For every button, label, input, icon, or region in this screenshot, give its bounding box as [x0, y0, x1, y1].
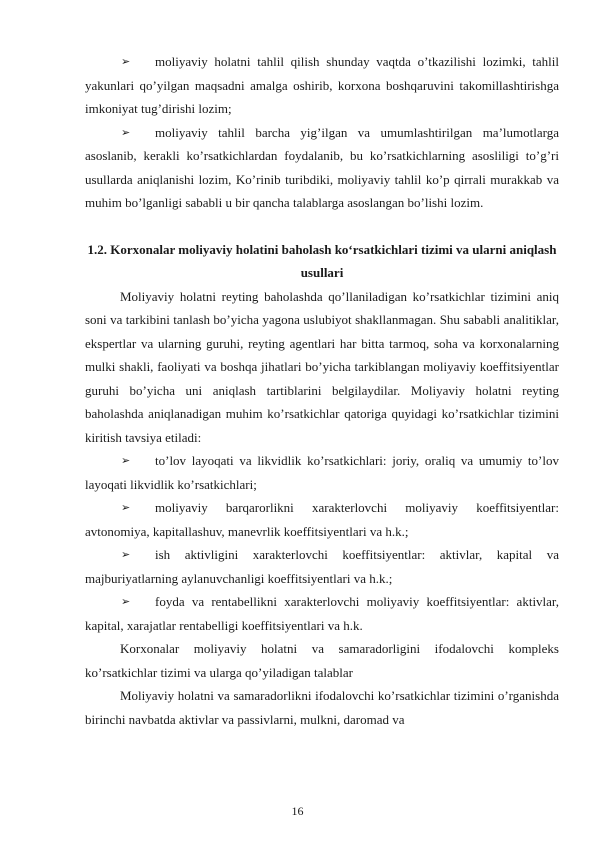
arrow-bullet-icon: ➢ — [121, 595, 131, 608]
bullet-text: foyda va rentabellikni xarakterlovchi moliyaviy koeffitsiyentlar: aktivlar, kapital, xarajatlar rentabelligi koeffitsiyentlari va h.k. — [85, 594, 559, 633]
intro-paragraph: Moliyaviy holatni reyting baholashda qo’llaniladigan ko’rsatkichlar tizimini aniq soni va tarkibini tanlash bo’yicha yagona uslubiyot shakllanmagan. Shu sababli analitiklar, ekspertlar va ularning guruhi, reyting agentlari har bitta tarmoq, soha va korxonalarning mulki shakli, faoliyati va boshqa jihatlari bo’yicha tarkiblangan moliyaviy koeffitsiyentlar guruhi bo’yicha uni aniqlash tartiblarini belgilaydilar. Moliyaviy holatni reyting baholashda aniqlanadigan muhim ko’rsatkichlar qatoriga quyidagi ko’rsatkichlar tizimini kiritish tavsiya etiladi: — [85, 288, 559, 445]
bullet-text: moliyaviy barqarorlikni xarakterlovchi moliyaviy koeffitsiyentlar: avtonomiya, kapitallashuv, manevrlik koeffitsiyentlari va h.k.; — [85, 500, 559, 539]
bullet-text: moliyaviy holatni tahlil qilish shunday vaqtda o’tkazilishi lozimki, tahlil yakunlari qo’yilgan maqsadni amalga oshirib, korxona boshqaruvini takomillashtirishga imkoniyat tug’dirishi lozim; — [85, 54, 559, 116]
page-number: 16 — [291, 804, 304, 818]
arrow-bullet-icon: ➢ — [121, 55, 131, 68]
bullet-item — [85, 121, 559, 215]
bullet-item — [85, 496, 559, 543]
spacer — [85, 215, 559, 238]
bullet-item — [85, 50, 559, 121]
body-paragraph: Moliyaviy holatni va samaradorlikni ifodalovchi ko’rsatkichlar tizimini o’rganishda birinchi navbatda aktivlar va passivlarni, mulkni, daromad va — [85, 688, 559, 727]
document-page — [85, 50, 559, 731]
bullet-text: moliyaviy tahlil barcha yig’ilgan va umumlashtirilgan ma’lumotlarga asoslanib, kerakli ko’rsatkichlardan foydalanib, bu ko’rsatkichlarning asosliligi to’g’ri usullarda aniqlanishi lozim, Ko’rinib turibdiki, moliyaviy tahlil ko’p qirrali murakkab va muhim bo’lganligi sababli u bir qancha talablarga asoslangan bo’lishi lozim. — [85, 124, 559, 210]
bullet-item — [85, 543, 559, 590]
bullet-item — [85, 590, 559, 637]
section-heading: 1.2. Korxonalar moliyaviy holatini baholash ko‘rsatkichlari tizimi va ularni aniqlash usullari — [87, 241, 557, 280]
body-paragraph: Korxonalar moliyaviy holatni va samaradorligini ifodalovchi kompleks ko’rsatkichlar tizimi va ularga qo’yiladigan talablar — [85, 641, 559, 680]
bullet-item — [85, 449, 559, 496]
arrow-bullet-icon: ➢ — [121, 548, 131, 561]
bullet-text: to’lov layoqati va likvidlik ko’rsatkichlari: joriy, oraliq va umumiy to’lov layoqati likvidlik ko’rsatkichlari; — [85, 453, 559, 492]
bullet-text: ish aktivligini xarakterlovchi koeffitsiyentlar: aktivlar, kapital va majburiyatlarning aylanuvchanligi koeffitsiyentlari va h.k.; — [85, 547, 559, 586]
arrow-bullet-icon: ➢ — [121, 125, 131, 139]
arrow-bullet-icon: ➢ — [121, 454, 131, 467]
arrow-bullet-icon: ➢ — [121, 501, 131, 514]
